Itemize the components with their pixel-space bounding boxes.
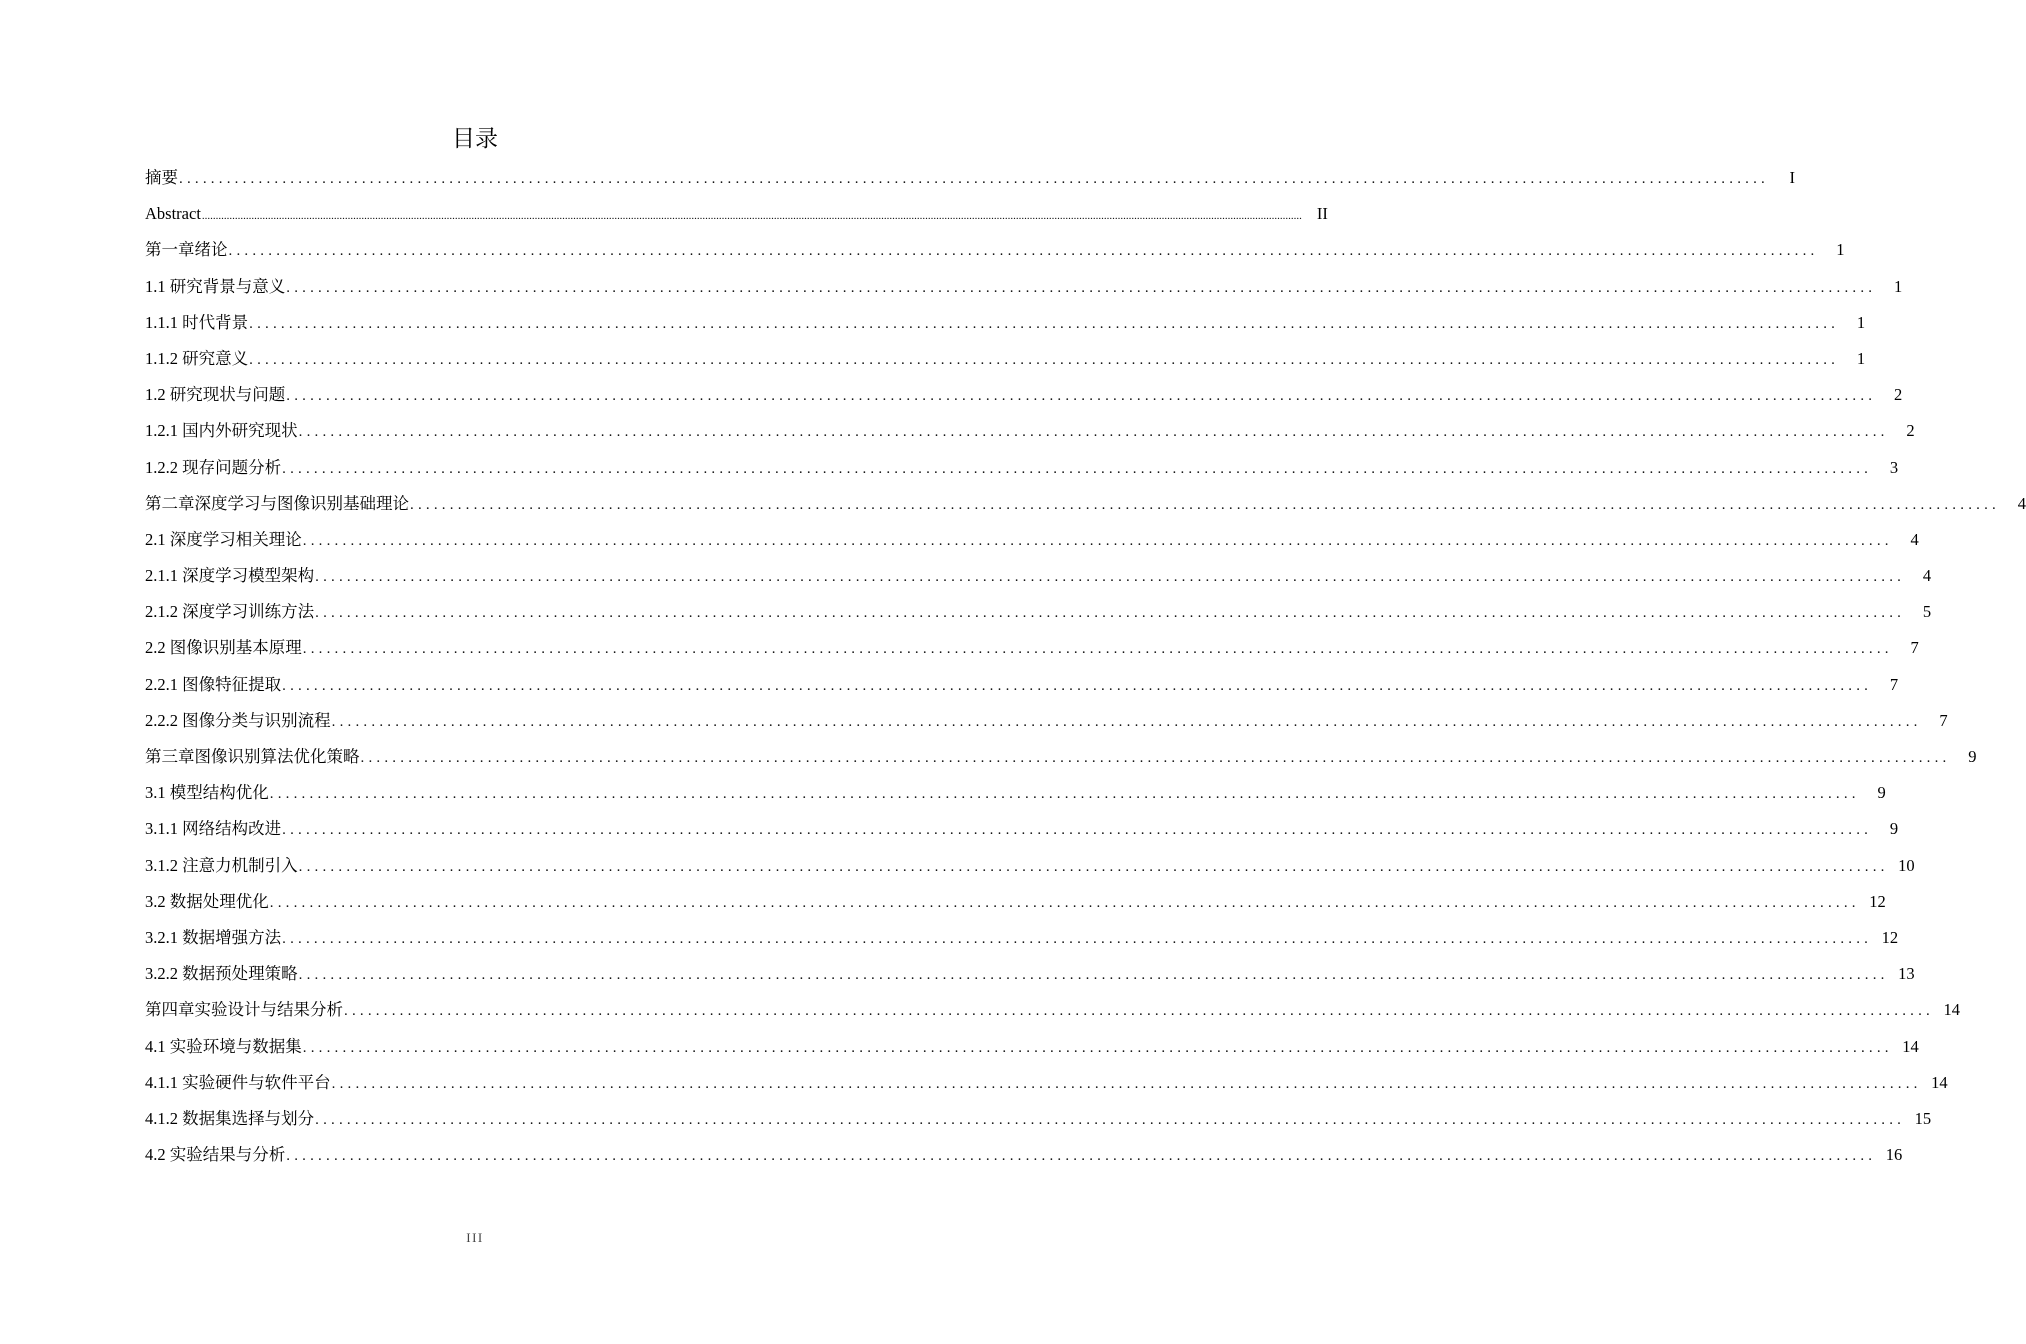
toc-entry-label: 2.1 深度学习相关理论	[145, 529, 302, 549]
toc-entry-page-number: 12	[1869, 891, 1886, 911]
dot-leader: ........................................................................................................................................................................................................	[282, 460, 1873, 477]
toc-entry-label: 4.1 实验环境与数据集	[145, 1036, 302, 1056]
dot-leader: ........................................................................................................................................................................................................	[269, 894, 1860, 911]
table-of-contents	[145, 160, 2026, 1173]
toc-entry[interactable]	[145, 450, 1899, 486]
dot-leader: ........................................................................................................................................................................................................	[331, 713, 1922, 730]
toc-entry[interactable]	[145, 1029, 1919, 1065]
dot-leader: ........................................................................................................................................................................................................	[298, 858, 1889, 875]
toc-entry-page-number: 1	[1856, 312, 1866, 332]
toc-entry-label: 2.1.1 深度学习模型架构	[145, 566, 315, 586]
toc-entry-label: 3.2 数据处理优化	[145, 891, 269, 911]
toc-entry-label: 摘要	[145, 168, 178, 187]
toc-entry-page-number: 4	[1910, 529, 1919, 549]
toc-entry[interactable]	[145, 305, 1866, 341]
dot-leader: ........................................................................................................................................................................................................	[315, 1111, 1906, 1128]
toc-entry-label: 2.2.2 图像分类与识别流程	[145, 710, 331, 730]
toc-entry[interactable]	[145, 558, 1932, 594]
dot-leader: ........................................................................................................................................................................................................	[179, 171, 1769, 187]
page-number-footer: III	[466, 1230, 484, 1245]
toc-entry-page-number: 3	[1889, 457, 1899, 477]
dot-leader: ........................................................................................................................................................................................................	[344, 1003, 1934, 1020]
toc-entry-page-number: 14	[1943, 1000, 1960, 1020]
dot-leader: ........................................................................................................................................................................................................	[249, 315, 1840, 332]
toc-entry-page-number: 5	[1922, 602, 1932, 622]
page-title: 目录	[452, 126, 498, 152]
toc-entry-page-number: 7	[1910, 638, 1919, 658]
toc-entry-page-number: 1	[1836, 240, 1845, 260]
toc-entry[interactable]	[145, 992, 1960, 1028]
toc-entry[interactable]	[145, 160, 1795, 196]
toc-entry[interactable]	[145, 667, 1899, 703]
toc-entry-page-number: 9	[1877, 783, 1886, 803]
toc-entry[interactable]	[145, 486, 2026, 522]
dot-leader: ........................................................................................................................................................................................................	[286, 388, 1877, 405]
toc-entry-page-number: 16	[1885, 1145, 1903, 1165]
toc-entry-label: 1.1.2 研究意义	[145, 348, 249, 368]
dot-leader: ........................................................................................................................................................................................................	[302, 1039, 1893, 1056]
toc-entry-label: 第一章绪论	[145, 240, 228, 260]
toc-entry-label: 第三章图像识别算法优化策略	[145, 747, 360, 766]
toc-entry-page-number: 7	[1889, 674, 1899, 694]
dot-leader: ........................................................................................................................................................................................................	[249, 351, 1840, 368]
dot-leader: ........................................................................................................................................................................................................	[282, 822, 1873, 839]
toc-entry-page-number: 9	[1889, 819, 1899, 839]
dot-leader: ........................................................................................................................................................................................................	[331, 1075, 1922, 1092]
toc-entry[interactable]	[145, 377, 1903, 413]
toc-entry-label: 1.1 研究背景与意义	[145, 276, 286, 296]
dot-leader: ........................................................................................................................................................................................................	[228, 243, 1819, 260]
dot-leader: ........................................................................................................................................................................................................	[302, 532, 1893, 549]
toc-entry-page-number: II	[1316, 204, 1328, 224]
toc-entry[interactable]	[145, 956, 1915, 992]
toc-entry-label: 1.2.1 国内外研究现状	[145, 421, 298, 441]
toc-entry-page-number: 7	[1939, 710, 1948, 730]
toc-entry[interactable]	[145, 739, 1977, 775]
toc-entry-label: 3.2.2 数据预处理策略	[145, 964, 298, 984]
toc-entry-label: 第四章实验设计与结果分析	[145, 1000, 343, 1020]
toc-entry-page-number: 1	[1856, 348, 1866, 368]
toc-entry[interactable]	[145, 269, 1903, 305]
toc-entry-label: 3.1.2 注意力机制引入	[145, 855, 298, 875]
dot-leader: ........................................................................................................................................................................................................	[315, 569, 1906, 586]
toc-entry-page-number: 14	[1931, 1072, 1948, 1092]
toc-entry-page-number: 9	[1968, 747, 1977, 766]
toc-entry-page-number: 15	[1914, 1108, 1932, 1128]
toc-entry-label: Abstract	[145, 204, 201, 224]
toc-entry-label: 2.2 图像识别基本原理	[145, 638, 302, 658]
toc-entry-label: 2.1.2 深度学习训练方法	[145, 602, 315, 622]
toc-entry[interactable]	[145, 811, 1899, 847]
toc-entry[interactable]	[145, 1137, 1903, 1173]
toc-entry-label: 第二章深度学习与图像识别基础理论	[145, 493, 409, 513]
dot-leader: ........................................................................................................................................................................................................	[282, 677, 1873, 694]
dot-leader: ........................................................................................................................................................................................................	[360, 750, 1951, 766]
dot-leader: ........................................................................................................................................................................................................	[269, 786, 1860, 803]
dot-leader: ........................................................................................................................................................................................................	[286, 1148, 1877, 1165]
dot-leader: ........................................................................................................................................................................................................	[298, 967, 1889, 984]
toc-entry-page-number: 10	[1898, 855, 1915, 875]
toc-entry-page-number: 1	[1894, 276, 1903, 296]
toc-entry[interactable]	[145, 848, 1915, 884]
dot-leader: ........................................................................................................................................................................................................	[302, 641, 1893, 658]
toc-entry[interactable]	[145, 1101, 1932, 1137]
toc-entry-label: 4.2 实验结果与分析	[145, 1145, 286, 1165]
toc-entry-label: 4.1.2 数据集选择与划分	[145, 1108, 315, 1128]
toc-entry-page-number: 14	[1902, 1036, 1919, 1056]
toc-entry-page-number: 12	[1881, 927, 1899, 947]
toc-entry-label: 3.1 模型结构优化	[145, 783, 269, 803]
toc-entry[interactable]	[145, 594, 1932, 630]
toc-entry[interactable]	[145, 341, 1866, 377]
toc-entry-page-number: 4	[2017, 493, 2026, 513]
toc-entry[interactable]	[145, 920, 1899, 956]
toc-entry-page-number: 13	[1898, 964, 1915, 984]
toc-entry-label: 3.2.1 数据增强方法	[145, 927, 282, 947]
dot-leader: ........................................................................................................................................................................................................	[410, 496, 2000, 513]
toc-entry-page-number: 2	[1894, 385, 1903, 405]
dot-leader: ................................................................................................................................................................................................................................................................................................................................................................................................................	[201, 210, 1302, 223]
toc-entry[interactable]	[145, 232, 1845, 268]
dot-leader: ........................................................................................................................................................................................................	[282, 930, 1873, 947]
toc-entry-label: 1.2.2 现存问题分析	[145, 457, 282, 477]
toc-entry-label: 1.1.1 时代背景	[145, 312, 249, 332]
toc-entry[interactable]	[145, 775, 1886, 811]
dot-leader: ........................................................................................................................................................................................................	[315, 605, 1906, 622]
toc-entry-page-number: I	[1789, 168, 1795, 187]
toc-entry[interactable]	[145, 522, 1919, 558]
toc-entry-page-number: 2	[1906, 421, 1915, 441]
toc-entry[interactable]	[145, 1065, 1948, 1101]
toc-entry[interactable]	[145, 413, 1915, 449]
toc-entry[interactable]	[145, 196, 1328, 232]
toc-entry-label: 2.2.1 图像特征提取	[145, 674, 282, 694]
toc-entry-page-number: 4	[1922, 566, 1932, 586]
toc-entry-label: 4.1.1 实验硬件与软件平台	[145, 1072, 331, 1092]
toc-entry[interactable]	[145, 703, 1948, 739]
dot-leader: ........................................................................................................................................................................................................	[286, 279, 1877, 296]
dot-leader: ........................................................................................................................................................................................................	[298, 424, 1889, 441]
toc-entry-label: 1.2 研究现状与问题	[145, 385, 286, 405]
toc-entry-label: 3.1.1 网络结构改进	[145, 819, 282, 839]
toc-entry[interactable]	[145, 884, 1886, 920]
toc-entry[interactable]	[145, 630, 1919, 666]
